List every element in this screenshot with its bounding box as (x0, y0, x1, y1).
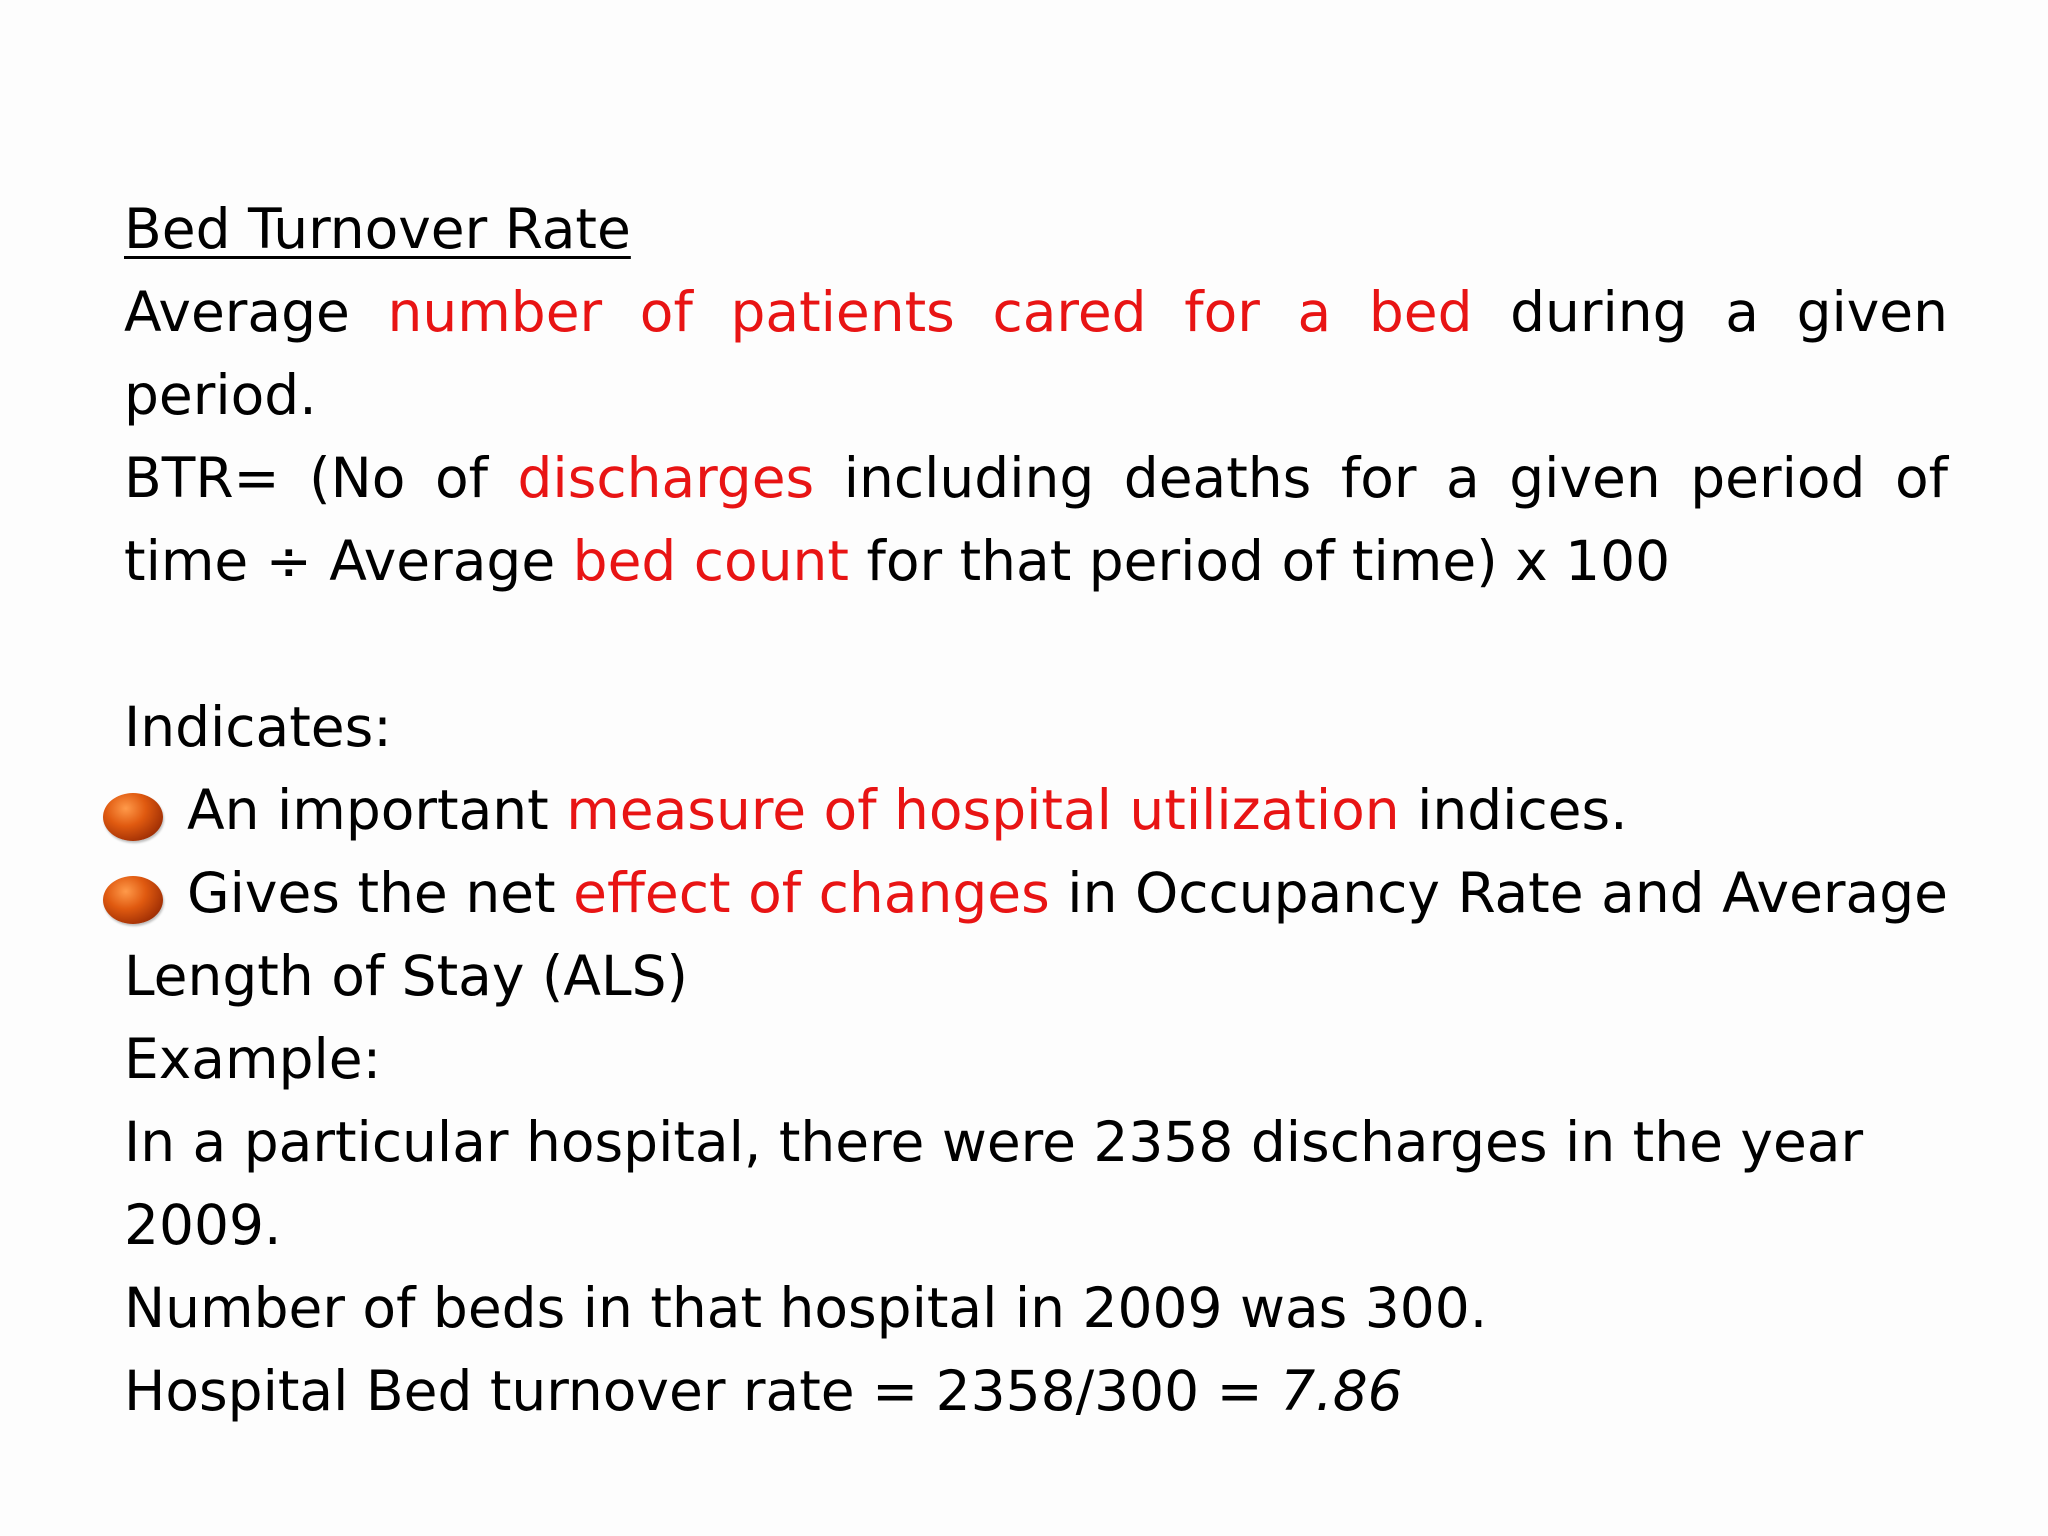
formula-highlight-bed-count: bed count (572, 529, 849, 593)
example-label: Example: (124, 1027, 382, 1091)
formula-text (124, 437, 1948, 603)
indicates-label: Indicates: (124, 695, 392, 759)
formula-part3: for that period of time) x 100 (848, 529, 1671, 593)
orange-ball-bullet-icon (103, 876, 163, 924)
example-line-2: Number of beds in that hospital in 2009 was 300. (124, 1276, 1488, 1340)
example-result: 7.86 (1280, 1359, 1403, 1423)
bullet-2-after: in Occupancy Rate and Average Length of Stay (ALS) (124, 861, 1949, 1008)
example-line-3-prefix: Hospital Bed turnover rate = 2358/300 = (124, 1359, 1281, 1423)
blank-line (124, 603, 1948, 686)
bullet-1-before: An important (187, 778, 567, 842)
bullet-1-after: indices. (1399, 778, 1628, 842)
definition-part1: Average (124, 280, 388, 344)
formula-part1: BTR= (No of (124, 446, 518, 510)
slide-content (124, 188, 1948, 1433)
bullet-2-highlight: effect of changes (573, 861, 1050, 925)
definition-part2: during a given period. (124, 280, 1949, 427)
formula-highlight-discharges: discharges (517, 446, 815, 510)
example-line-1: In a particular hospital, there were 2358 discharges in the year 2009. (124, 1110, 1864, 1257)
definition-text (124, 271, 1948, 437)
bullet-item (124, 852, 1948, 1018)
bullet-1-highlight: measure of hospital utilization (566, 778, 1400, 842)
slide-title: Bed Turnover Rate (124, 197, 631, 261)
definition-highlight: number of patients cared for a bed (387, 280, 1473, 344)
orange-ball-bullet-icon (103, 793, 163, 841)
example-line-3 (124, 1350, 1948, 1433)
formula-part2: including deaths for a given period of time ÷ Average (124, 446, 1948, 593)
bullet-item (124, 769, 1948, 852)
bullet-2-before: Gives the net (187, 861, 574, 925)
